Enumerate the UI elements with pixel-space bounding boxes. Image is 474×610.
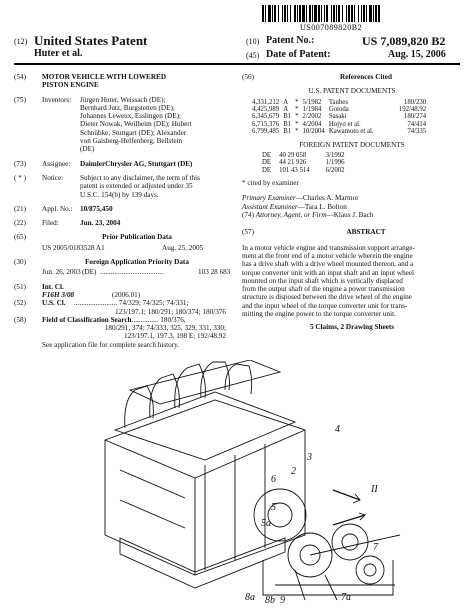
foreign-docs-heading: FOREIGN PATENT DOCUMENTS (299, 140, 405, 149)
cited-note: * cited by examiner (242, 179, 299, 188)
primary-examiner: Primary Examiner—Charles A. Marmor (242, 194, 359, 203)
label-II: II (371, 484, 378, 495)
date-label: Date of Patent: (266, 49, 331, 60)
references-heading: (56) References Cited (242, 73, 392, 81)
inventors-section: (75) Inventors: Jürgen Huter, Weissach (DE); Bernhard Jutz, Burgstetten (DE); Johannes Leweux, Esslingen (DE); Dieter Nowak, Weilheim (DE); Hubert Schnübke, Stuttgart (DE); Alexander von Gaisberg-Helfenberg, Beilstein (DE) (14, 95, 192, 154)
inventor-line: Bernhard Jutz, Burgstetten (DE); (80, 103, 175, 112)
label-9: 9 (280, 595, 285, 605)
inventor-line: Schnübke, Stuttgart (DE); Alexander (80, 128, 187, 137)
label-6: 6 (271, 474, 276, 485)
label-4: 4 (335, 424, 340, 435)
claims-count: 5 Claims, 2 Drawing Sheets (309, 323, 395, 332)
us-docs-heading: U.S. PATENT DOCUMENTS (308, 87, 396, 96)
foreign-reference-row: DE 40 29 058 3/1992 (262, 151, 345, 159)
assignee-section: (73) Assignee: DaimlerChrysler AG, Stuttgart (DE) (14, 159, 193, 168)
patent-title: United States Patent (34, 33, 148, 48)
filed-date: (22) Filed: Jun. 23, 2004 (14, 219, 121, 228)
us-reference-row: 4,425,989 A * 1/1984 Gotoda 192/48.92 (252, 106, 427, 113)
label-5: 5 (271, 502, 276, 513)
us-reference-row: 6,345,679 B1 * 2/2002 Sasaki 180/274 (252, 113, 427, 121)
field-search-section: (58) Field of Classification Search ............... 180/376, (14, 315, 186, 324)
inventor-line: Dieter Nowak, Weilheim (DE); Hubert (80, 120, 192, 129)
us-docs-table (250, 99, 428, 136)
abstract-heading: (57) ABSTRACT (242, 228, 386, 237)
inventor-line: von Gaisberg-Helfenberg, Beilstein (80, 137, 183, 146)
label-8b: 8b (265, 595, 275, 605)
patent-date: Aug. 15, 2006 (388, 49, 446, 60)
label-7a: 7a (341, 592, 351, 603)
foreign-reference-row: DE 44 21 926 1/1996 (262, 159, 345, 167)
engine-drawing (75, 360, 405, 605)
us-reference-row: 4,331,212 A * 5/1982 Taubes 180/230 (252, 98, 427, 106)
us-reference-row: 6,799,485 B1 * 10/2004 Kawamoto et al. 74/335 (252, 128, 427, 136)
inventor-line: Johannes Leweux, Esslingen (DE); (80, 112, 182, 121)
barcode (262, 5, 462, 22)
abstract-text: In a motor vehicle engine and transmission support arrange- ment at the front end of a motor vehicle wherein the engine has a drive shaft with a drive wheel mounted thereon, and a torque converter unit with an input shaft and an input wheel mounted on the input shaft which is vertically displaced from the output shaft of the engine a power transmission structure is disposed between the drive wheel of the engine and the input wheel of the torque converter unit for trans- mitting the engine power to the torque converter unit. (242, 243, 415, 318)
label-7: 7 (373, 542, 378, 553)
code-45: (45) (246, 51, 260, 60)
inventor-line: Huter et al. (34, 48, 83, 59)
inventor-line: (DE) (80, 145, 95, 154)
patent-number: US 7,089,820 B2 (362, 34, 446, 48)
application-number: (21) Appl. No.: 10/875,450 (14, 204, 113, 213)
us-cl-section: (52) U.S. Cl. ........................ 74/329; 74/325; 74/331; (14, 299, 189, 308)
foreign-priority-section: (30) Foreign Application Priority Data (14, 258, 189, 267)
int-cl-section: (51) Int. Cl. (14, 282, 64, 291)
label-8a: 8a (245, 592, 255, 603)
left-column: (54) MOTOR VEHICLE WITH LOWERED PISTON ENGINE (75) Inventors: Jürgen Huter, Weissach (DE); Bernhard Jutz, Burgstetten (DE); Johannes Leweux, Esslingen (DE); Dieter Nowak, Weilheim (DE); Hubert Schnübke, Stuttgart (DE); Alexander von Gaisberg-Helfenberg, Beilstein (DE) (73) Assignee: DaimlerChrysler AG, Stuttgart (DE) ( * ) Notice: Subject to any disclaimer, the term of this patent is extended or adjusted under 35 U.S.C. 154(b) by 139 days. (21) Appl. No.: 10/875,450 (22) Filed: Jun. 23, 2004 (65) Prior Publication Data US 2005/0183528 A1 Aug. 25, 2005 (30) Foreign Application Priority Data Jun. 26, 2003 (DE) ................................... 103 28 683 (51) Int. Cl. F16H 3/08 (2006.01) (52) U.S. Cl. ........................ 74/329; 74/325; 74/331; 123/197.1; 180/291; 180/374; 180/376 (58) Field of Classification Search ............... 180/376, 180/291, 374; 74/333, 325, 329, 331, 330; 123/197.1, 197.3, 198 E; 192/48.92 See application file for complete search history. (14, 73, 231, 349)
header-rule (14, 63, 460, 65)
code-12: (12) (14, 37, 28, 46)
assistant-examiner: Assistant Examiner—Tara L. Bolton (242, 202, 347, 211)
foreign-reference-row: DE 101 43 514 6/2002 (262, 166, 345, 174)
invention-title-line1: MOTOR VEHICLE WITH LOWERED (42, 73, 167, 81)
int-cl-row: F16H 3/08 (2006.01) (42, 290, 141, 299)
right-column (242, 73, 462, 332)
assignee: DaimlerChrysler AG, Stuttgart (DE) (80, 159, 193, 168)
code-10: (10) (246, 37, 260, 46)
notice-section: ( * ) Notice: Subject to any disclaimer, the term of this patent is extended or adjusted under 35 U.S.C. 154(b) by 139 days. (14, 173, 200, 199)
barcode-bar (380, 5, 381, 22)
prior-publication-section: (65) Prior Publication Data (14, 233, 172, 242)
foreign-priority-row: Jun. 26, 2003 (DE) ................................... 103 28 683 (42, 268, 231, 277)
invention-title-line2: PISTON ENGINE (42, 81, 99, 90)
foreign-docs-table (260, 152, 351, 174)
label-2: 2 (291, 466, 296, 477)
attorney: (74) Attorney, Agent, or Firm—Klaus J. Bach (242, 211, 374, 220)
label-5a: 5a (261, 518, 271, 529)
inventor-line: Jürgen Huter, Weissach (DE); (80, 95, 166, 104)
patent-no-label: Patent No.: (266, 35, 315, 46)
label-3: 3 (307, 452, 312, 463)
us-reference-row: 6,715,376 B1 * 4/2004 Hojyo et al. 74/414 (252, 120, 427, 128)
barcode-number: US007089820B2 (300, 23, 363, 32)
prior-publication-row: US 2005/0183528 A1 Aug. 25, 2005 (42, 243, 204, 252)
title-section: (54) MOTOR VEHICLE WITH LOWERED PISTON ENGINE (14, 73, 167, 90)
